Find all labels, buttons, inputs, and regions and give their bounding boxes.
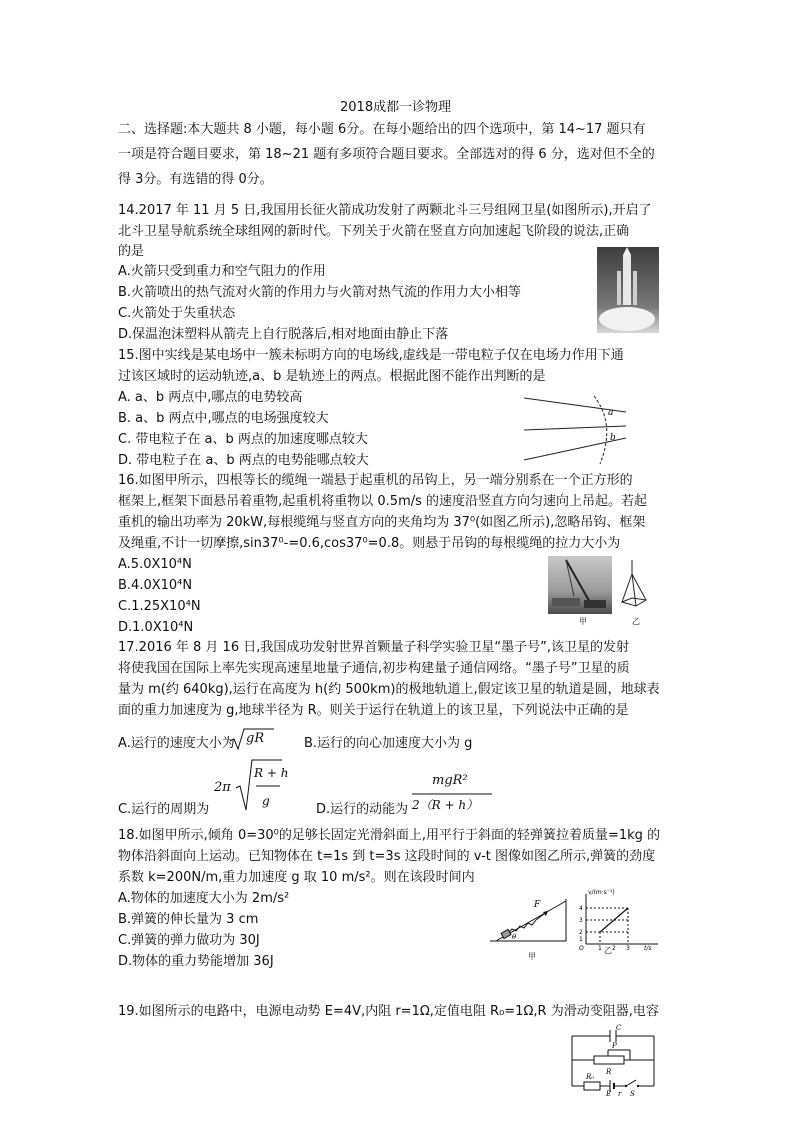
y-tick-2: 2 (579, 929, 583, 936)
section-intro-line1: 二、选择题:本大题共 8 小题，每小题 6分。在每小题给出的四个选项中，第 14~17 题只有 (118, 122, 646, 137)
q18-stem-line1: 18.如图甲所示,倾角 0=30⁰的足够长固定光滑斜面上,用平行于斜面的轻弹簧拉着质量=1kg 的 (118, 828, 661, 843)
crane-photo (548, 556, 612, 614)
q15-option-c: C. 带电粒子在 a、b 两点的加速度哪点较大 (118, 432, 368, 447)
q17-stem-line3: 量为 m(约 640kg),运行在高度为 h(约 500km)的极地轨道上,假定该卫星的轨道是圆，地球表 (118, 682, 660, 697)
q18-option-c: C.弹簧的弹力做功为 30J (118, 933, 260, 948)
q18-stem-line2: 物体沿斜面向上运动。已知物体在 t=1s 到 t=3s 这段时间的 v-t 图像如图乙所示,弹簧的劲度 (118, 849, 656, 864)
q15-option-d: D. 带电粒子在 a、b 两点的电势能哪点较大 (118, 453, 369, 468)
section-intro-line2: 一项是符合题目要求，第 18~21 题有多项符合题目要求。全部选对的得 6 分，选对但不全的 (118, 147, 655, 162)
q18-option-b: B.弹簧的伸长量为 3 cm (118, 912, 259, 927)
q16-option-a: A.5.0X10⁴N (118, 557, 192, 572)
point-b-label: b (610, 433, 616, 443)
v-axis-label: v/(m·s⁻¹) (588, 889, 615, 896)
circuit-figure (568, 1024, 660, 1096)
q15-stem-line2: 过该区域时的运动轨迹,a、b 是轨迹上的两点。根据此图不能作出判断的是 (118, 369, 546, 384)
x-tick-2: 2 (612, 945, 616, 952)
q14-option-d: D.保温泡沫塑料从箭壳上自行脱落后,相对地面由静止下落 (118, 327, 449, 342)
capacitor-C-label: C (616, 1024, 622, 1032)
q14-option-a: A.火箭只受到重力和空气阻力的作用 (118, 264, 326, 279)
q16-stem-line2: 框架上,框架下面悬吊着重物,起重机将重物以 0.5m/s 的速度沿竖直方向匀速向上吊起。若起 (118, 494, 648, 509)
q18-stem-line3: 系数 k=200N/m,重力加速度 g 取 10 m/s²。则在该段时间内 (118, 870, 475, 885)
q17-c-numerator: R + h (254, 766, 289, 780)
q17-option-c: C.运行的周期为 (118, 802, 210, 817)
resistor-R0-label: R₀ (586, 1073, 595, 1081)
q15-option-a: A. a、b 两点中,哪点的电势较高 (118, 390, 303, 405)
x-tick-1: 1 (598, 945, 602, 952)
q18-option-a: A.物体的加速度大小为 2m/s² (118, 891, 290, 906)
q14-stem-line2: 北斗卫星导航系统全球组网的新时代。下列关于火箭在竖直方向加速起飞阶段的说法,正确 (118, 224, 630, 239)
t-axis-label: t/s (644, 945, 652, 952)
rocket-illustration (597, 247, 659, 333)
point-a-label: a (608, 408, 614, 418)
q17-option-a: A.运行的速度大小为 (118, 736, 235, 751)
q17-option-d: D.运行的动能为 (316, 802, 409, 817)
emf-E-label: E (606, 1090, 612, 1098)
q16-figure-yi-label: 乙 (632, 617, 640, 626)
q16-stem-line4: 及绳重,不计一切摩擦,sin37⁰-=0.6,cos37⁰=0.8。则悬于吊钩的每根缆绳的拉力大小为 (118, 536, 621, 551)
x-tick-3: 3 (626, 945, 630, 952)
q16-stem-line1: 16.如图甲所示，四根等长的缆绳一端悬于起重机的吊钩上，另一端分别系在一个正方形的 (118, 473, 633, 488)
vt-graph-figure (576, 888, 662, 950)
q17-c-denominator: g (262, 794, 270, 808)
crane-illustration (548, 556, 612, 614)
q17-stem-line4: 面的重力加速度为 g,地球半径为 R。则关于运行在轨道上的该卫星，下列说法中正确的是 (118, 703, 629, 718)
q17-option-a-formula (228, 727, 276, 759)
q16-option-c: C.1.25X10⁴N (118, 599, 201, 614)
page-title: 2018成都一诊物理 (340, 100, 452, 115)
q14-option-b: B.火箭喷出的热气流对火箭的作用力与火箭对热气流的作用力大小相等 (118, 285, 522, 300)
q16-option-b: B.4.0X10⁴N (118, 578, 193, 593)
pyramid-frame-figure (620, 560, 650, 616)
q15-option-b: B. a、b 两点中,哪点的电场强度较大 (118, 411, 329, 426)
rheostat-R-label: R (606, 1068, 612, 1076)
origin-label: O (579, 945, 584, 952)
q17-d-denominator: 2（R + h） (412, 798, 479, 812)
q16-figure-jia-label: 甲 (579, 617, 587, 626)
incline-spring-figure (490, 895, 570, 955)
q17-stem-line2: 将使我国在国际上率先实现高速星地量子通信,初步构建量子通信网络。“墨子号”卫星的质 (118, 661, 630, 676)
q14-option-c: C.火箭处于失重状态 (118, 306, 236, 321)
force-F-label: F (534, 900, 541, 910)
q17-a-radicand: gR (246, 731, 265, 746)
q18-option-d: D.物体的重力势能增加 36J (118, 954, 274, 969)
rocket-launch-photo (597, 247, 659, 333)
q15-stem-line1: 15.图中实线是某电场中一簇未标明方向的电场线,虚线是一带电粒子仅在电场力作用下通 (118, 348, 624, 363)
q17-d-numerator: mgR² (432, 773, 468, 788)
q18-figure-yi-label: 乙 (604, 946, 612, 955)
q14-stem-line3: 的是 (118, 244, 145, 259)
q17-stem-line1: 17.2016 年 8 月 16 日,我国成功发射世界首颗量子科学实验卫星“墨子号”,该卫星的发射 (118, 640, 629, 655)
q16-option-d: D.1.0X10⁴N (118, 620, 194, 635)
section-intro-line3: 得 3分。有选错的得 0分。 (118, 172, 273, 187)
slider-P-label: P (612, 1042, 617, 1050)
internal-r-label: r (618, 1090, 622, 1098)
q19-stem-line1: 19.如图所示的电路中，电源电动势 E=4V,内阻 r=1Ω,定值电阻 R₀=1Ω,R 为滑动变阻器,电容 (118, 1004, 659, 1019)
angle-theta-label: θ (512, 933, 517, 941)
electric-field-figure (520, 390, 632, 470)
q18-figure-jia-label: 甲 (528, 952, 536, 961)
q16-stem-line3: 重机的输出功率为 20kW,每根缆绳与竖直方向的夹角均为 37⁰(如图乙所示),忽略吊钩、框架 (118, 515, 646, 530)
y-tick-4: 4 (579, 905, 583, 912)
switch-S-label: S (630, 1090, 635, 1098)
q14-stem-line1: 14.2017 年 11 月 5 日,我国用长征火箭成功发射了两颗北斗三号组网卫星(如图所示),开启了 (118, 203, 652, 218)
y-tick-3: 3 (579, 917, 583, 924)
q17-c-2pi: 2π (214, 780, 231, 795)
y-tick-1: 1 (579, 936, 583, 943)
q17-option-b: B.运行的向心加速度大小为 g (304, 736, 473, 751)
